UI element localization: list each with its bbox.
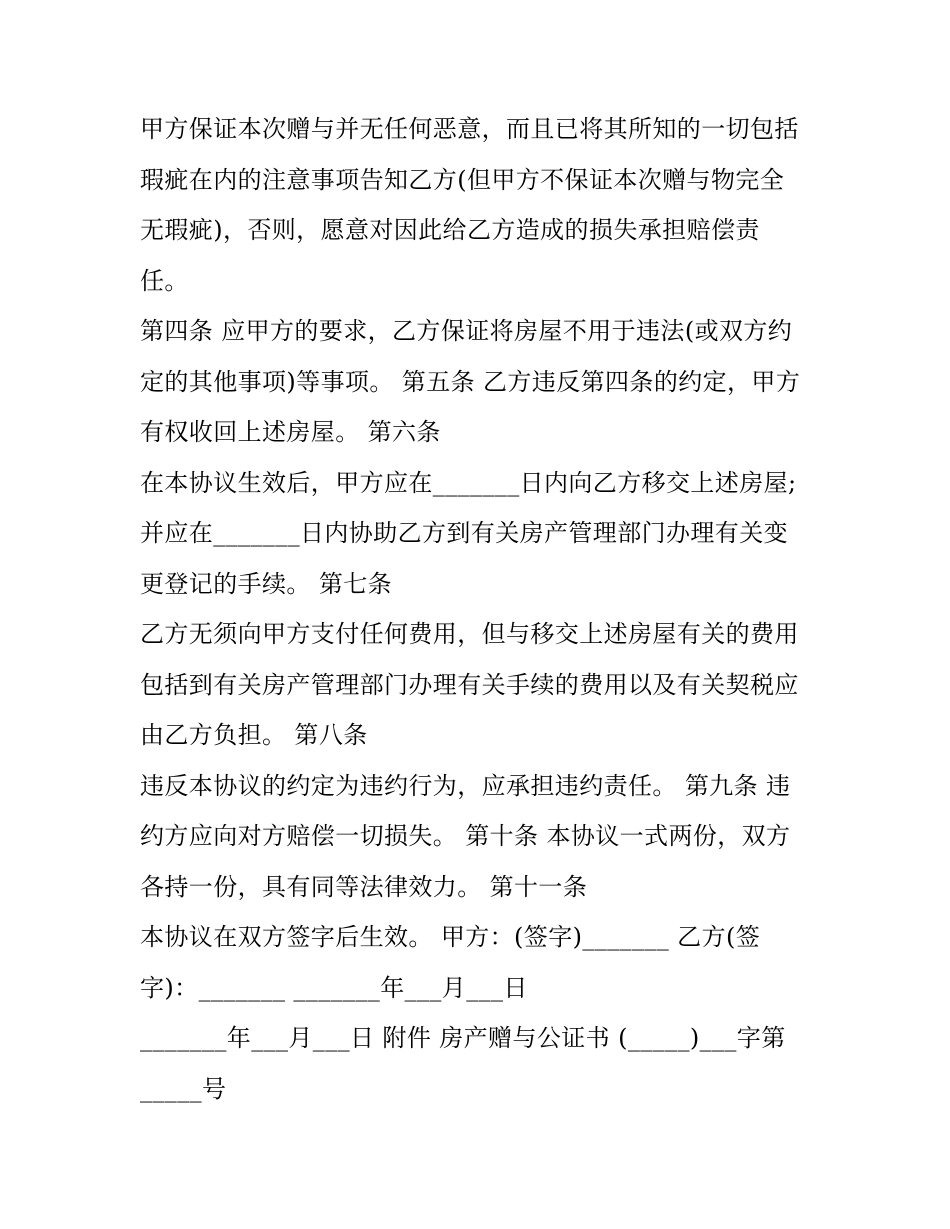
text-line: 违反本协议的约定为违约行为，应承担违约责任。 第九条 违 (140, 771, 791, 800)
text-line: 在本协议生效后，甲方应在_______日内向乙方移交上述房屋; (140, 468, 797, 497)
text-line: 更登记的手续。 第七条 (140, 569, 393, 598)
text-line: 定的其他事项)等事项。 第五条 乙方违反第四条的约定，甲方 (140, 367, 801, 396)
text-line: 有权收回上述房屋。 第六条 (140, 418, 441, 446)
text-line: 第四条 应甲方的要求，乙方保证将房屋不用于违法(或双方约 (140, 317, 793, 345)
text-line: 无瑕疵)，否则，愿意对因此给乙方造成的损失承担赔偿责 (140, 216, 760, 244)
text-line: 约方应向对方赔偿一切损失。 第十条 本协议一式两份，双方 (140, 822, 791, 850)
text-line: 字)：_______ _______年___月___日 (140, 973, 528, 1002)
text-line: 由乙方负担。 第八条 (140, 721, 368, 749)
text-line: 包括到有关房产管理部门办理有关手续的费用以及有关契税应 (140, 670, 799, 699)
text-line: 甲方保证本次赠与并无任何恶意，而且已将其所知的一切包括 (140, 115, 799, 143)
contract-body (140, 104, 830, 1114)
text-line: 本协议在双方签字后生效。 甲方：(签字)_______ 乙方(签 (140, 923, 761, 951)
text-line: _____号 (140, 1074, 227, 1103)
text-line: _______年___月___日 附件 房产赠与公证书 (_____)___字第 (140, 1024, 786, 1052)
text-line: 乙方无须向甲方支付任何费用，但与移交上述房屋有关的费用 (140, 620, 799, 648)
text-line: 各持一份，具有同等法律效力。 第十一条 (140, 872, 588, 901)
text-line: 并应在_______日内协助乙方到有关房产管理部门办理有关变 (140, 519, 788, 547)
text-line: 瑕疵在内的注意事项告知乙方(但甲方不保证本次赠与物完全 (140, 165, 785, 194)
text-line: 任。 (140, 266, 189, 295)
